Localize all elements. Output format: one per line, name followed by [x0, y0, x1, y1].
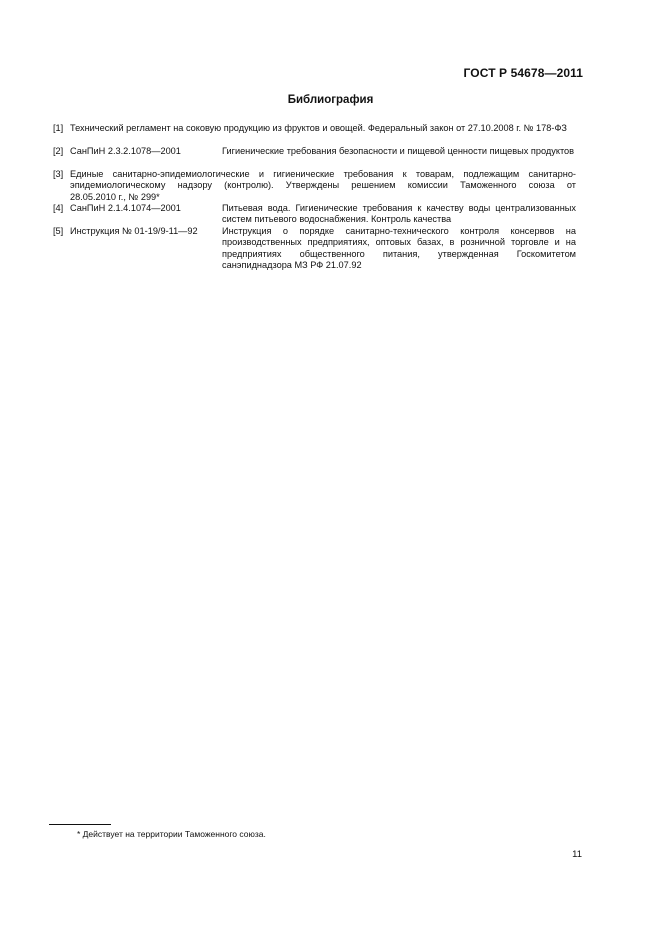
entry-reference: Инструкция № 01-19/9-11—92 [70, 226, 198, 236]
entry-text-line: Единые санитарно-эпидемиологические и гигиенические требования к товарам, подлежащим санитарно- [70, 169, 576, 179]
entry-number: [4] [53, 203, 64, 213]
entry-number: [5] [53, 226, 64, 236]
entry-description: Питьевая вода. Гигиенические требования к качеству воды централизованных систем питьевого водоснабжения. Контроль качества [222, 203, 576, 225]
footnote-divider [49, 824, 111, 825]
entry-reference: СанПиН 2.3.2.1078—2001 [70, 146, 181, 156]
entry-number: [1] [53, 123, 64, 133]
entry-description: Гигиенические требования безопасности и пищевой ценности пищевых продуктов [222, 146, 575, 156]
document-code: ГОСТ Р 54678—2011 [463, 66, 583, 80]
page-number: 11 [572, 849, 582, 860]
entry-reference: СанПиН 2.1.4.1074—2001 [70, 203, 181, 213]
entry-description: Инструкция о порядке санитарно-технического контроля консервов на производственных предприятиях, оптовых базах, в розничной торговле и на предприятиях общественного питания, утвержденная Госкомитетом санэпиднадзора МЗ РФ 21.07.92 [222, 226, 576, 271]
entry-text-line: 28.05.2010 г., № 299* [70, 191, 160, 202]
entry-number: [2] [53, 146, 64, 156]
entry-text: Технический регламент на соковую продукцию из фруктов и овощей. Федеральный закон от 27.10.2008 г. № 178-ФЗ [70, 123, 567, 133]
entry-number: [3] [53, 169, 64, 179]
footnote: * Действует на территории Таможенного союза. [77, 829, 266, 839]
page-title: Библиография [287, 94, 374, 106]
entry-text-line: эпидемиологическому надзору (контролю). Утверждены решением комиссии Таможенного союза от [70, 180, 576, 191]
